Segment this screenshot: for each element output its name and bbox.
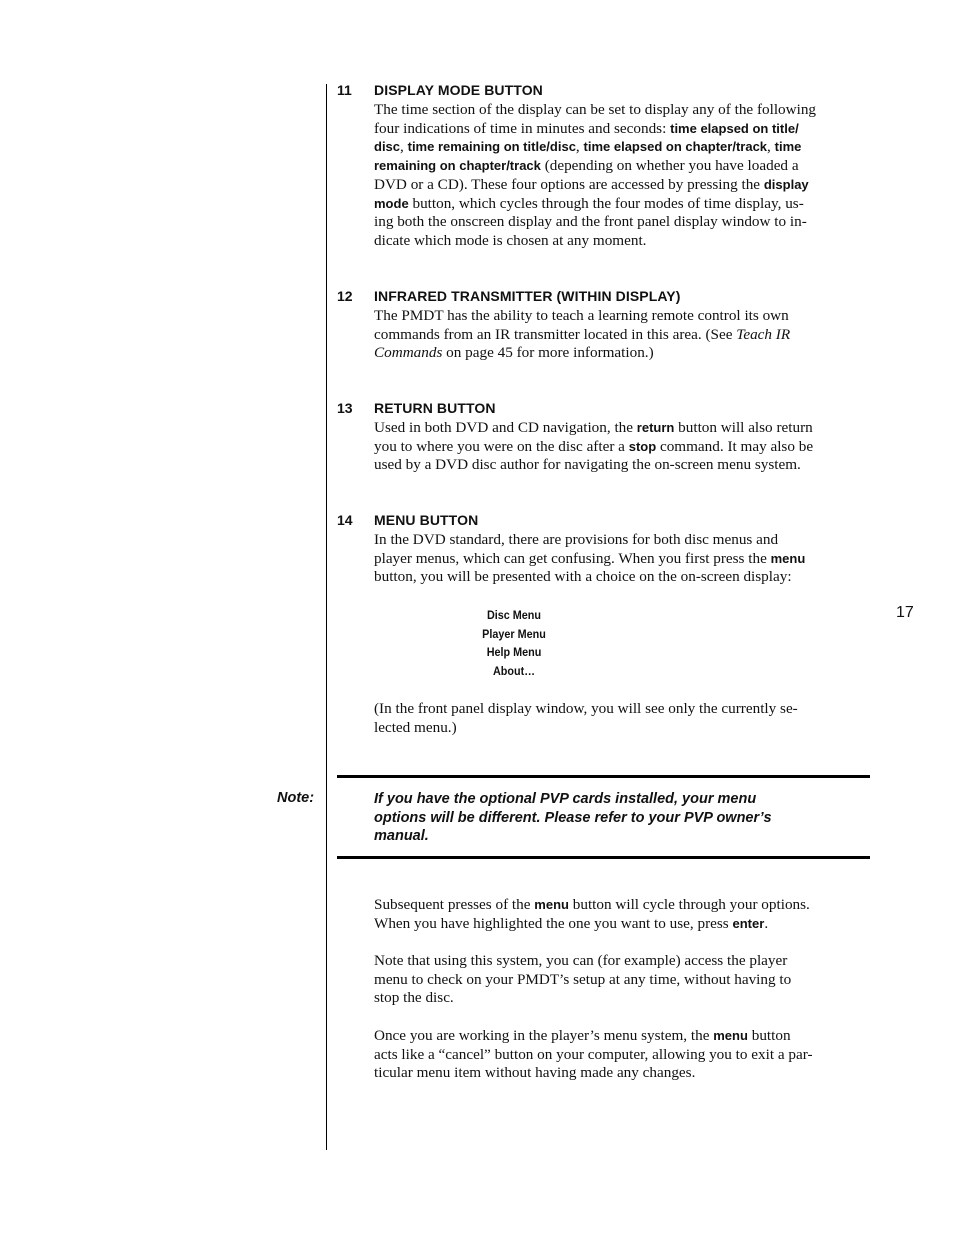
note-label: Note: xyxy=(277,790,315,806)
section-body: In the DVD standard, there are provisions for both disc menus and player menus, which can get confusing. When you first press the menu button, you will be presented with a choice on the on-screen display: xyxy=(374,531,806,586)
section-heading: RETURN BUTTON xyxy=(374,400,496,416)
closing-paragraph: Once you are working in the player’s menu system, the menu button acts like a “cancel” button on your computer, allowing you to exit a par- ticular menu item without having made any changes. xyxy=(374,1027,813,1082)
menu-option: About… xyxy=(493,664,535,679)
section-body: The PMDT has the ability to teach a learning remote control its own commands from an IR transmitter located in this area. (See Teach IR Commands on page 45 for more information.) xyxy=(374,307,791,362)
section-number: 11 xyxy=(337,82,352,98)
after-menu-text: (In the front panel display window, you will see only the currently se- lected menu.) xyxy=(374,700,798,736)
closing-paragraph: Subsequent presses of the menu button will cycle through your options. When you have highlighted the one you want to use, press enter. xyxy=(374,896,810,932)
onscreen-menu-list xyxy=(473,606,556,681)
section-body: Used in both DVD and CD navigation, the return button will also return you to where you were on the disc after a stop command. It may also be used by a DVD disc author for navigating the on-screen menu system. xyxy=(374,419,814,474)
section-body: The time section of the display can be set to display any of the following four indications of time in minutes and seconds: time elapsed on title/ disc, time remaining on title/disc, time elapsed on chapter/track, time remaining on chapter/track (depending on whether you have loaded a DVD or a CD). These four options are accessed by pressing the display mode button, which cycles through the four modes of time display, us- ing both the onscreen display and the front panel display window to in- dicate which mode is chosen at any moment. xyxy=(374,101,817,249)
note-text: If you have the optional PVP cards installed, your menu options will be different. Please refer to your PVP owner’s manual. xyxy=(374,791,772,844)
section-heading: INFRARED TRANSMITTER (WITHIN DISPLAY) xyxy=(374,288,681,304)
section-number: 12 xyxy=(337,288,353,304)
menu-option: Player Menu xyxy=(482,626,546,641)
margin-rule xyxy=(326,84,327,1150)
page-number: 17 xyxy=(896,604,914,621)
section-number: 13 xyxy=(337,400,353,416)
note-top-rule xyxy=(337,775,870,778)
menu-option: Help Menu xyxy=(486,645,542,660)
note-bottom-rule xyxy=(337,856,870,859)
section-heading: DISPLAY MODE BUTTON xyxy=(374,82,543,98)
menu-option: Disc Menu xyxy=(486,608,541,622)
section-number: 14 xyxy=(337,512,353,528)
closing-paragraph: Note that using this system, you can (for example) access the player menu to check on your PMDT’s setup at any time, without having to stop the disc. xyxy=(374,952,792,1007)
section-heading: MENU BUTTON xyxy=(374,512,479,528)
